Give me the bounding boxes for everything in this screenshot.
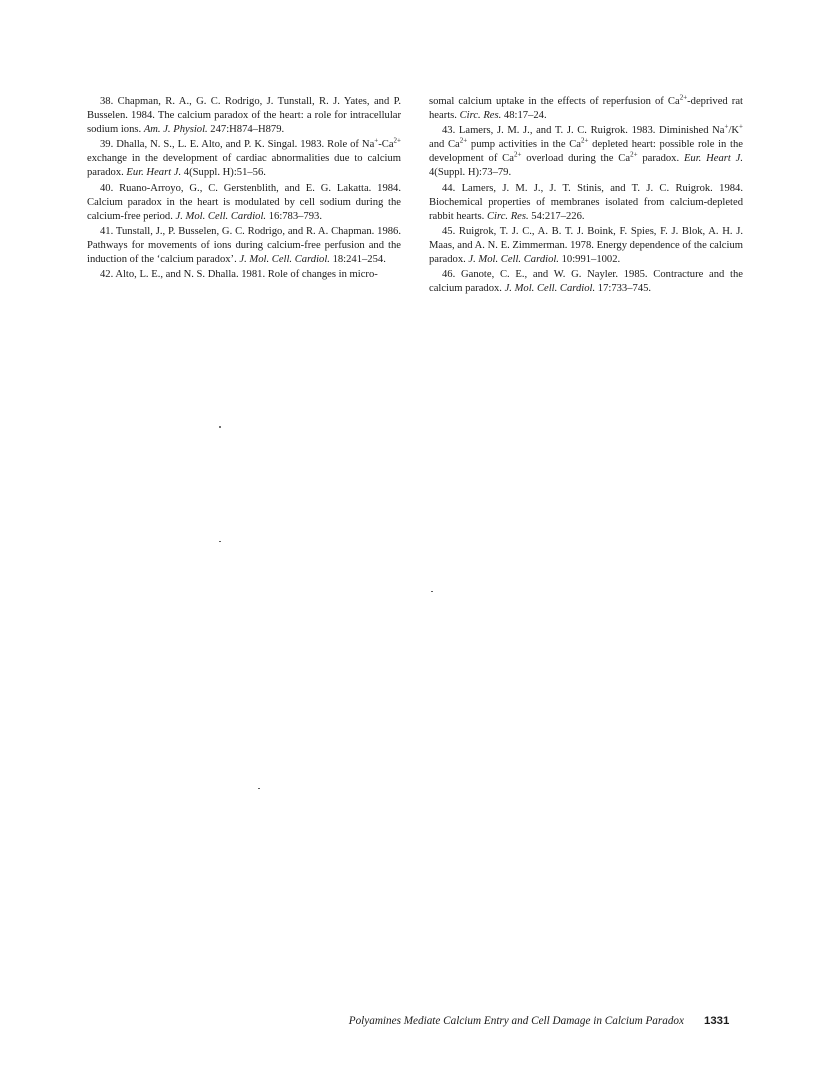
reference-entry — [87, 138, 401, 180]
running-title: Polyamines Mediate Calcium Entry and Cell Damage in Calcium Paradox — [348, 1015, 684, 1027]
reference-number: 46. — [442, 269, 456, 281]
journal-name: Am. J. Physiol. — [143, 124, 208, 136]
reference-number: 44. — [442, 182, 456, 194]
scan-speck — [258, 788, 260, 789]
reference-text: Tunstall, J., P. Busselen, G. C. Rodrigo, and R. A. Chapman. 1986. Pathways for movements of ions during calcium-free perfusion and the induction of the ‘calcium paradox’. — [87, 225, 401, 266]
journal-name: Eur. Heart J. — [126, 167, 182, 179]
reference-entry — [429, 95, 743, 123]
reference-text: 48:17–24. — [501, 110, 547, 122]
reference-entry — [87, 225, 401, 267]
superscript: 2+ — [679, 93, 688, 102]
journal-name: J. Mol. Cell. Cardiol. — [468, 254, 559, 266]
reference-text: 18:241–254. — [329, 254, 386, 266]
reference-text: 4(Suppl. H):73–79. — [429, 167, 512, 179]
reference-number: 43. — [442, 125, 456, 137]
reference-number: 41. — [100, 225, 114, 237]
reference-text: exchange in the development of cardiac abnormalities due to calcium paradox. — [87, 153, 401, 179]
reference-number: 45. — [442, 225, 456, 237]
reference-text: /K — [728, 125, 740, 137]
reference-text: 4(Suppl. H):51–56. — [181, 167, 266, 179]
reference-text: 54:217–226. — [528, 210, 585, 222]
journal-name: J. Mol. Cell. Cardiol. — [239, 254, 330, 266]
scan-speck — [431, 591, 433, 592]
reference-text: 16:783–793. — [266, 210, 322, 222]
reference-text: 17:733–745. — [595, 283, 652, 295]
page-number: 1331 — [704, 1015, 730, 1027]
superscript: + — [739, 122, 743, 131]
reference-entry — [87, 268, 401, 282]
superscript: 2+ — [581, 136, 589, 145]
references-column-right — [429, 95, 743, 297]
reference-text: Chapman, R. A., G. C. Rodrigo, J. Tunstall, R. J. Yates, and P. Busselen. 1984. The calcium paradox of the heart: a role for intracellular sodium ions. — [87, 96, 401, 136]
reference-entry — [429, 225, 743, 267]
superscript: + — [374, 136, 379, 145]
reference-text: paradox. — [637, 153, 684, 165]
superscript: 2+ — [513, 150, 522, 159]
scan-speck — [219, 541, 221, 542]
reference-text: Ganote, C. E., and W. G. Nayler. 1985. Contracture and the calcium paradox. — [429, 269, 744, 295]
reference-text: and Ca — [429, 139, 460, 151]
reference-text: Dhalla, N. S., L. E. Alto, and P. K. Singal. 1983. Role of Na — [116, 139, 375, 151]
reference-text: 10:991–1002. — [558, 254, 621, 266]
reference-number: 38. — [100, 96, 114, 107]
reference-text: Alto, L. E., and N. S. Dhalla. 1981. Role of changes in micro- — [115, 269, 378, 281]
scan-speck — [219, 426, 221, 428]
reference-entry — [87, 182, 401, 224]
reference-number: 42. — [100, 269, 114, 281]
superscript: 2+ — [393, 136, 401, 145]
journal-name: Circ. Res. — [459, 110, 502, 122]
reference-text: somal calcium uptake in the effects of reperfusion of Ca — [429, 96, 680, 107]
superscript: 2+ — [459, 136, 468, 145]
journal-name: J. Mol. Cell. Cardiol. — [504, 283, 596, 295]
journal-name: J. Mol. Cell. Cardiol. — [175, 210, 267, 222]
reference-entry — [429, 182, 743, 224]
superscript: 2+ — [630, 150, 638, 159]
reference-number: 40. — [100, 182, 114, 194]
journal-name: Eur. Heart J. — [683, 153, 743, 165]
journal-name: Circ. Res. — [486, 210, 529, 222]
reference-text: depleted heart: possible role in the development of Ca — [429, 139, 743, 165]
references-column-left — [87, 95, 401, 283]
reference-text: pump activities in the Ca — [467, 139, 581, 151]
reference-text: 247:H874–H879. — [207, 124, 285, 136]
reference-text: Ruano-Arroyo, G., C. Gerstenblith, and E. G. Lakatta. 1984. Calcium paradox in the heart is modulated by cell sodium during the calcium-free period. — [87, 182, 401, 222]
reference-text: -Ca — [378, 139, 394, 151]
reference-text: Lamers, J. M. J., and T. J. C. Ruigrok. 1983. Diminished Na — [458, 125, 725, 137]
reference-entry — [429, 124, 743, 180]
reference-text: Lamers, J. M. J., J. T. Stinis, and T. J. C. Ruigrok. 1984. Biochemical properties of membranes isolated from calcium-depleted rabbit hearts. — [429, 182, 743, 222]
reference-text: Ruigrok, T. J. C., A. B. T. J. Boink, F. Spies, F. J. Blok, A. H. J. Maas, and A. N. E. Zimmerman. 1978. Energy dependence of the calcium paradox. — [429, 225, 743, 266]
page-footer — [0, 1013, 816, 1033]
reference-entry — [429, 268, 743, 296]
reference-text: overload during the Ca — [521, 153, 631, 165]
reference-text: -deprived rat hearts. — [429, 96, 743, 122]
reference-entry — [87, 95, 401, 137]
superscript: + — [724, 122, 729, 131]
reference-number: 39. — [100, 139, 114, 151]
